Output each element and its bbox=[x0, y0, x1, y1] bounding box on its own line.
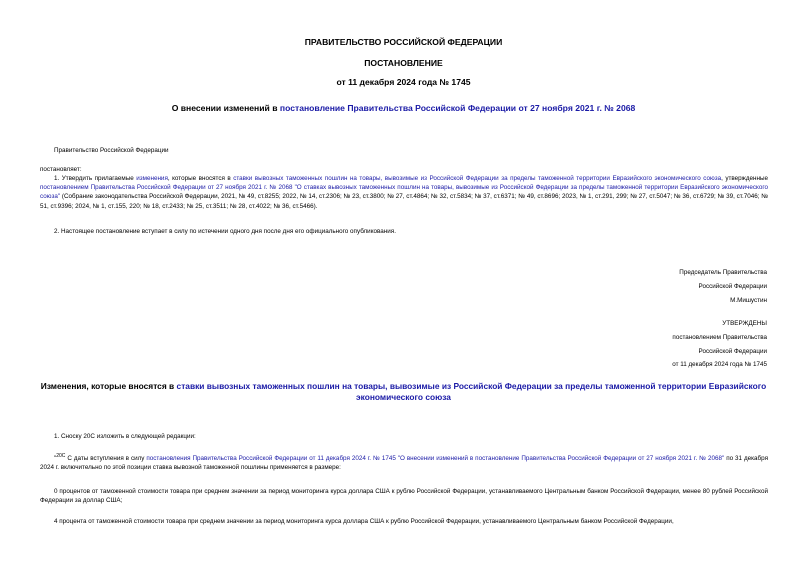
p1-text-c: , утвержденные bbox=[721, 175, 769, 182]
signature-name: М.Мишустин bbox=[730, 296, 767, 304]
org-heading: ПРАВИТЕЛЬСТВО РОССИЙСКОЙ ФЕДЕРАЦИИ bbox=[304, 37, 503, 47]
signature-block bbox=[679, 266, 767, 307]
item-1: 1. Сноску 20С изложить в следующей редакции: bbox=[54, 433, 196, 440]
footnote-mark: 20С bbox=[56, 453, 66, 459]
approval-line-4: от 11 декабря 2024 года № 1745 bbox=[672, 361, 767, 369]
signature-org: Российской Федерации bbox=[698, 282, 767, 290]
paragraph-2: 2. Настоящее постановление вступает в силу по истечении одного дня после дня его официального опубликования. bbox=[54, 228, 396, 235]
approval-line-2: постановлением Правительства bbox=[672, 333, 767, 341]
footnote-quote: " bbox=[54, 455, 57, 463]
decree-2068-link[interactable]: постановлением Правительства Российской Федерации от 27 ноября 2021 г. № 2068 "О ставках вывозных таможенных пошлин на товары, вывозимые из Российской Федерации за пределы таможенной территории Евразийского экономического союза" bbox=[40, 184, 768, 201]
changes-link[interactable]: изменения bbox=[136, 175, 168, 182]
footnote-text-b: С даты вступления в силу bbox=[65, 455, 147, 463]
government-line: Правительство Российской Федерации bbox=[54, 147, 169, 154]
changes-title-link[interactable]: ставки вывозных таможенных пошлин на товары, вывозимые из Российской Федерации за пределы таможенной территории Евразийского экономического союза bbox=[176, 381, 767, 402]
decree-1745-link[interactable]: постановления Правительства Российской Федерации от 11 декабря 2024 г. № 1745 "О внесении изменений в постановление Правительства Российской Федерации от 27 ноября 2021 г. № 2068" bbox=[146, 455, 725, 463]
approval-heading: УТВЕРЖДЕНЫ bbox=[722, 320, 767, 327]
footnote-text-c: по 31 декабря 2024 г. включительно по этой позиции ставка вывозной таможенной пошлины применяется в размере: bbox=[40, 455, 768, 472]
p1-text-d: (Собрание законодательства Российской Федерации, 2021, № 49, ст.8255; 2022, № 14, ст.2306; № 23, ст.3800; № 27, ст.4864; № 32, ст.5834; № 37, ст.6371; № 49, ст.8696; 2023, № 1, ст.291, 299; № 27, ст.5047; № 36, ст.6729; № 39, ст.7046; № 51, ст.9396; 2024, № 1, ст.155, 220; № 18, ст.2433; № 25, ст.3511; № 28, ст.4022; № 36, ст.5466). bbox=[40, 193, 768, 210]
approval-block bbox=[672, 317, 767, 372]
doc-type-heading: ПОСТАНОВЛЕНИЕ bbox=[364, 58, 443, 68]
rate-0-paragraph: 0 процентов от таможенной стоимости товара при среднем значении за период мониторинга курса доллара США к рублю Российской Федерации, устанавливаемого Центральным банком Российской Федерации, менее 80 рублей Российской Федерации за доллар США; bbox=[40, 488, 768, 505]
approval-line-3: Российской Федерации bbox=[698, 347, 767, 355]
changes-title bbox=[40, 381, 767, 403]
footnote-text bbox=[40, 452, 768, 473]
p1-text-b: , которые вносятся в bbox=[167, 175, 234, 182]
rate-4-paragraph: 4 процента от таможенной стоимости товара при среднем значении за период мониторинга курса доллара США к рублю Российской Федерации, устанавливаемого Центральным банком Российской Федерации, bbox=[54, 518, 674, 525]
amended-decree-link[interactable]: постановление Правительства Российской Федерации от 27 ноября 2021 г. № 2068 bbox=[279, 103, 636, 113]
decides-line: постановляет: bbox=[40, 166, 82, 173]
signature-title: Председатель Правительства bbox=[679, 269, 767, 276]
export-duties-link[interactable]: ставки вывозных таможенных пошлин на товары, вывозимые из Российской Федерации за пределы таможенной территории Евразийского экономического союза bbox=[233, 175, 722, 182]
document-title-prefix: О внесении изменений в bbox=[171, 103, 280, 113]
document-title bbox=[0, 103, 807, 113]
paragraph-1 bbox=[40, 174, 768, 211]
changes-title-prefix: Изменения, которые вносятся в bbox=[40, 381, 177, 391]
date-number: от 11 декабря 2024 года № 1745 bbox=[336, 77, 471, 87]
p1-text-a: 1. Утвердить прилагаемые bbox=[54, 175, 137, 182]
